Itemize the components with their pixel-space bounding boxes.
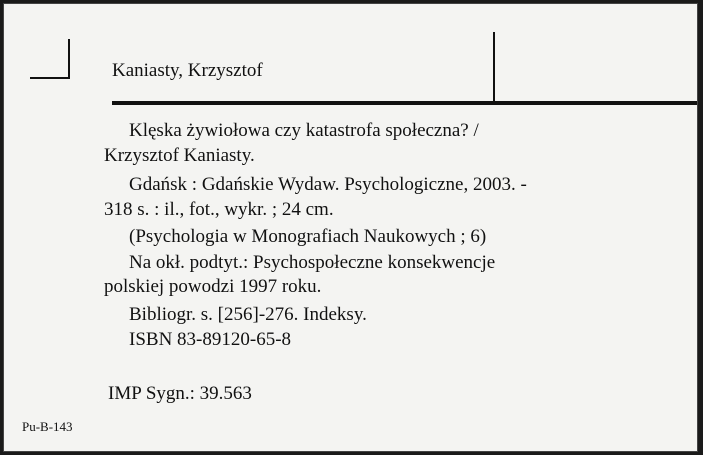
catalog-card bbox=[3, 3, 698, 452]
publication-line: Gdańsk : Gdańskie Wydaw. Psychologiczne, 2003. - bbox=[129, 174, 527, 195]
corner-mark bbox=[30, 39, 70, 79]
vertical-rule bbox=[493, 32, 495, 103]
title-line: Klęska żywiołowa czy katastrofa społeczna? / bbox=[129, 120, 479, 141]
bibliography-line: Bibliogr. s. [256]-276. Indeksy. bbox=[129, 304, 367, 325]
horizontal-rule bbox=[112, 101, 697, 105]
call-number: IMP Sygn.: 39.563 bbox=[108, 383, 252, 404]
physical-description-line: 318 s. : il., fot., wykr. ; 24 cm. bbox=[104, 199, 334, 220]
isbn-line: ISBN 83-89120-65-8 bbox=[129, 329, 292, 350]
note-line: Na okł. podtyt.: Psychospołeczne konsekwencje bbox=[129, 252, 496, 273]
series-line: (Psychologia w Monografiach Naukowych ; 6) bbox=[129, 226, 487, 247]
card-code: Pu-B-143 bbox=[22, 419, 73, 434]
responsibility-line: Krzysztof Kaniasty. bbox=[104, 145, 255, 166]
author-heading: Kaniasty, Krzysztof bbox=[112, 60, 263, 81]
note-line-continued: polskiej powodzi 1997 roku. bbox=[104, 276, 322, 297]
